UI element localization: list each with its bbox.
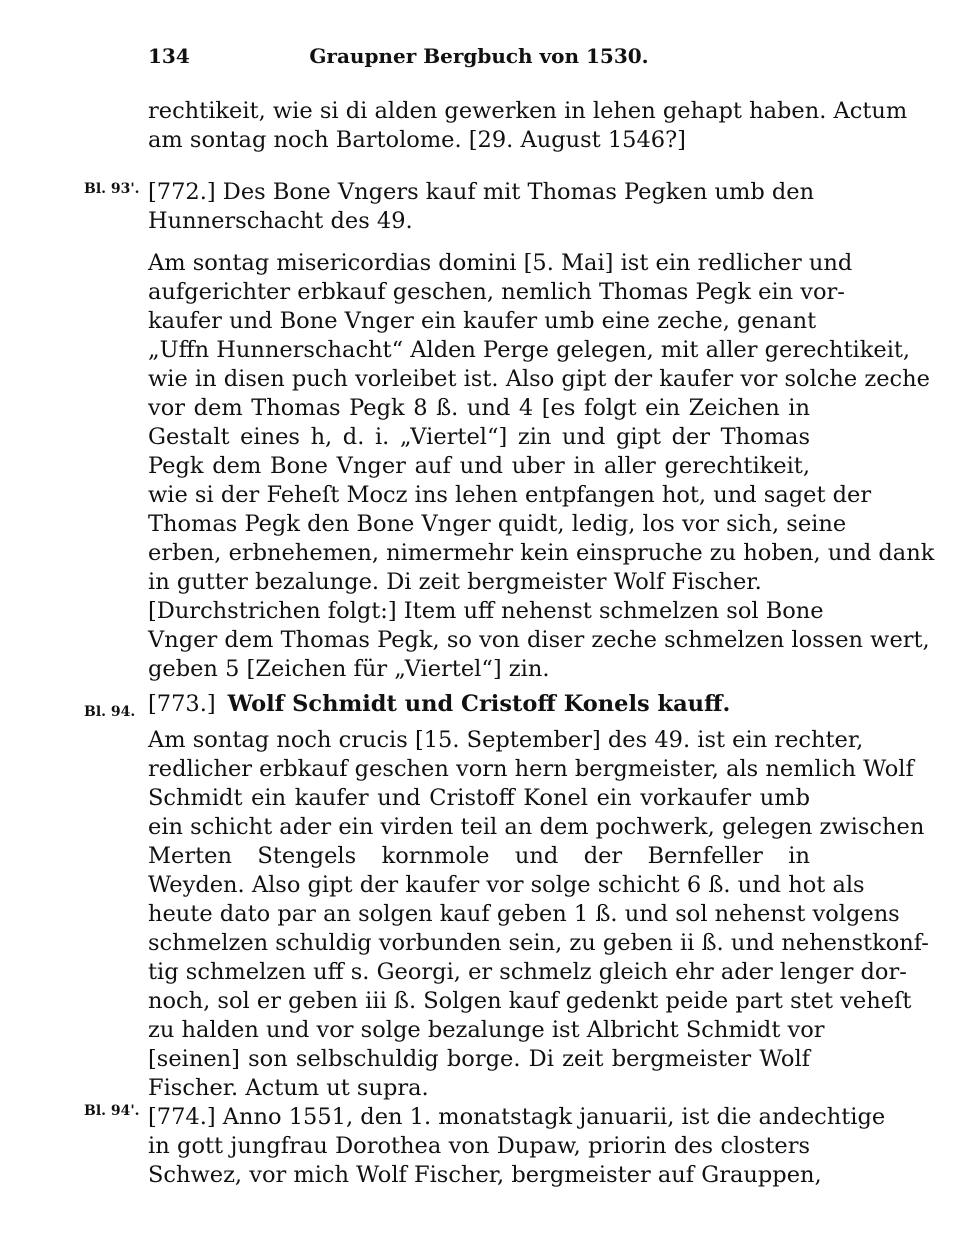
text-line: geben 5 [Zeichen für „Viertel“] zin. [148, 656, 550, 682]
text-line: [772.] Des Bone Vngers kauf mit Thomas Pegken umb den [148, 179, 815, 205]
margin-note: Bl. 94. [84, 704, 136, 720]
text-line: Hunnerschacht des 49. [148, 208, 413, 234]
text-line: Am sontag misericordias domini [5. Mai] ist ein redlicher und [148, 250, 853, 276]
text-line: [seinen] son selbschuldig borge. Di zeit bergmeister Wolf [148, 1046, 810, 1072]
text-line: „Uffn Hunnerschacht“ Alden Perge gelegen, mit aller gerechtikeit, [148, 337, 911, 363]
entry-heading: Wolf Schmidt und Cristoff Konels kauff. [227, 691, 731, 717]
text-line: am sontag noch Bartolome. [29. August 1546?] [148, 127, 686, 153]
text-line: noch, sol er geben iii ß. Solgen kauf gedenkt peide part stet veheſt [148, 988, 912, 1014]
text-line: Pegk dem Bone Vnger auf und uber in aller gerechtikeit, [148, 453, 810, 479]
text-line: tig schmelzen uff s. Georgi, er schmelz gleich ehr ader lenger dor- [148, 959, 907, 985]
text-line: Weyden. Also gipt der kaufer vor solge schicht 6 ß. und hot als [148, 872, 865, 898]
text-line: Schwez, vor mich Wolf Fischer, bergmeister auf Grauppen, [148, 1162, 822, 1188]
text-line: rechtikeit, wie si di alden gewerken in lehen gehapt haben. Actum [148, 98, 908, 124]
running-title: Graupner Bergbuch von 1530. [309, 44, 649, 68]
text-line: zu halden und vor solge bezalunge ist Albricht Schmidt vor [148, 1017, 825, 1043]
text-line: Thomas Pegk den Bone Vnger quidt, ledig, los vor sich, seine [148, 511, 847, 537]
text-line: Fischer. Actum ut supra. [148, 1075, 429, 1101]
text-line: erben, erbnehemen, nimermehr kein einspruche zu hoben, und dank [148, 540, 935, 566]
text-line: [774.] Anno 1551, den 1. monatstagk januarii, ist die andechtige [148, 1104, 886, 1130]
text-line: [Durchstrichen folgt:] Item uff nehenst schmelzen sol Bone [148, 598, 824, 624]
page-header [148, 44, 810, 74]
text-line: redlicher erbkauf geschen vorn hern bergmeister, als nemlich Wolf [148, 756, 914, 782]
text-line: Vnger dem Thomas Pegk, so von diser zeche schmelzen lossen wert, [148, 627, 930, 653]
text-line: ein schicht ader ein virden teil an dem pochwerk, gelegen zwischen [148, 814, 925, 840]
margin-note: Bl. 94'. [84, 1103, 140, 1119]
text-line: in gott jungfrau Dorothea von Dupaw, priorin des closters [148, 1133, 810, 1159]
text-line: Schmidt ein kaufer und Cristoff Konel ein vorkaufer umb [148, 785, 810, 811]
text-line: Gestalt eines h, d. i. „Viertel“] zin und gipt der Thomas [148, 424, 810, 450]
margin-note: Bl. 93'. [84, 181, 140, 197]
text-line: Merten Stengels kornmole und der Bernfeller in [148, 843, 810, 869]
text-line: wie in disen puch vorleibet ist. Also gipt der kaufer vor solche zeche [148, 366, 930, 392]
entry-number: [773.] [148, 691, 216, 717]
text-line: aufgerichter erbkauf geschen, nemlich Thomas Pegk ein vor- [148, 279, 845, 305]
text-line: schmelzen schuldig vorbunden sein, zu geben ii ß. und nehenstkonf- [148, 930, 929, 956]
text-line: kaufer und Bone Vnger ein kaufer umb eine zeche, genant [148, 308, 817, 334]
text-line: vor dem Thomas Pegk 8 ß. und 4 [es folgt ein Zeichen in [148, 395, 810, 421]
text-line: wie si der Feheſt Mocz ins lehen entpfangen hot, und saget der [148, 482, 872, 508]
text-line: in gutter bezalunge. Di zeit bergmeister Wolf Fischer. [148, 569, 762, 595]
text-line: heute dato par an solgen kauf geben 1 ß. und sol nehenst volgens [148, 901, 900, 927]
page-number: 134 [148, 44, 190, 68]
text-line: Am sontag noch crucis [15. September] des 49. ist ein rechter, [148, 727, 864, 753]
